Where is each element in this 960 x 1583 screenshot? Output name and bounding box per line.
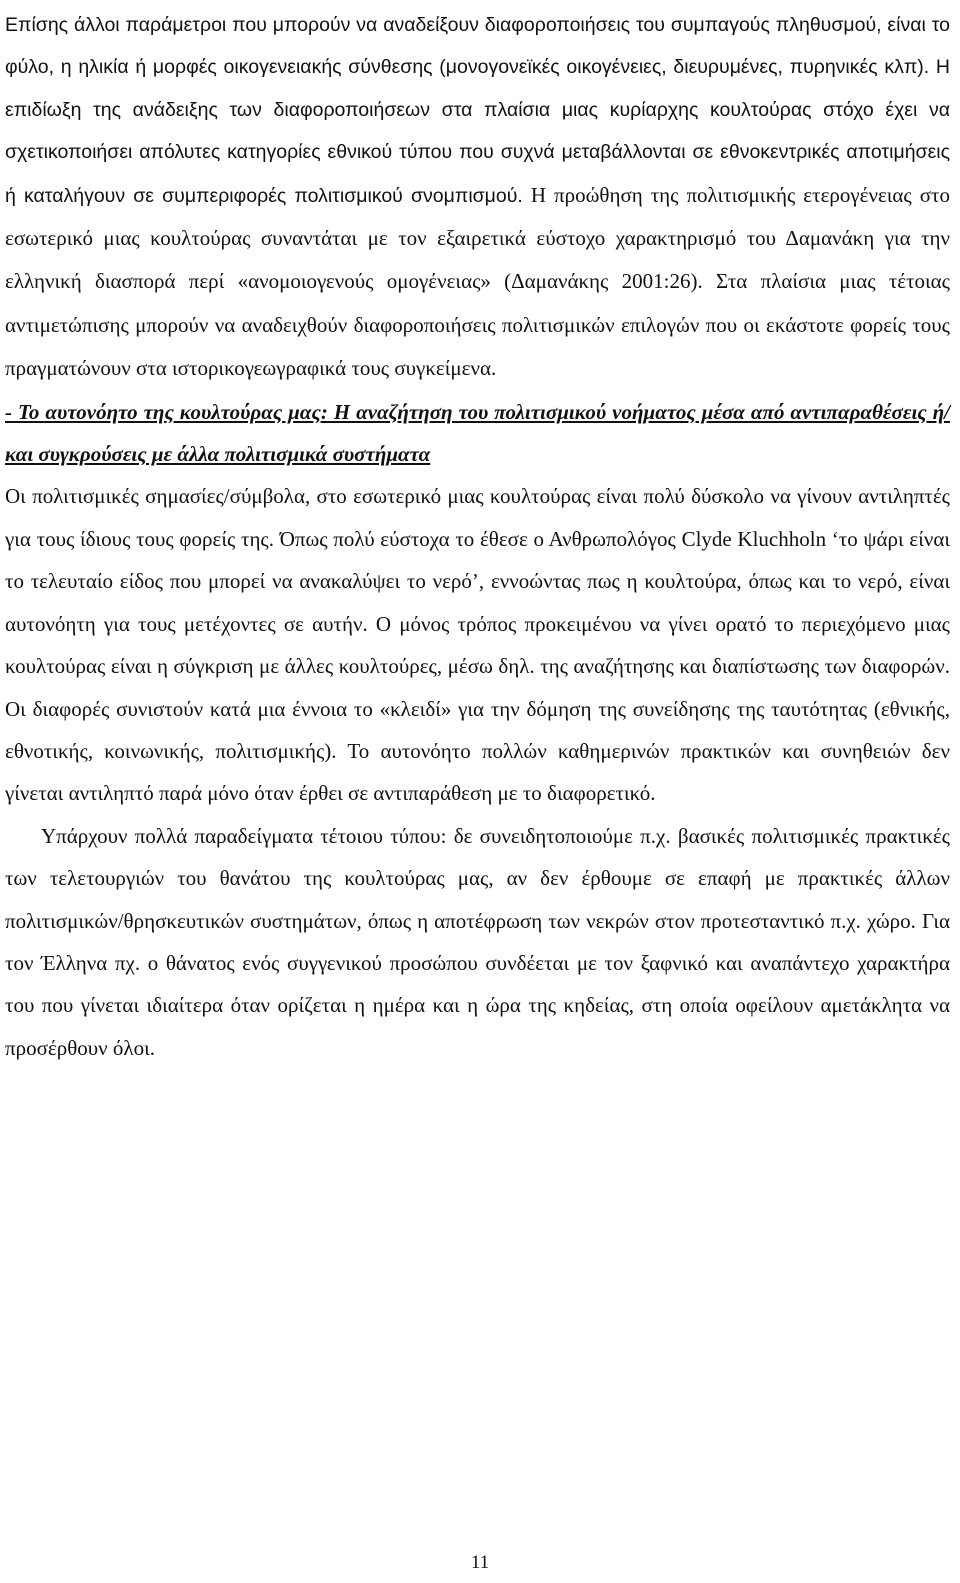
paragraph-examples: Υπάρχουν πολλά παραδείγματα τέτοιου τύπου: δε συνειδητοποιούμε π.χ. βασικές πολιτισμικές πρακτικές των τελετουργιών του θανάτου της κουλτούρας μας, αν δεν έρθουμε σε επαφή με πρακτικές άλλων πολιτισμικών/θρησκευτικών συστημάτων, όπως η αποτέφρωση των νεκρών στον προτεσταντικό π.χ. χώρο. Για τον Έλληνα πχ. ο θάνατος ενός συγγενικού προσώπου συνδέεται με τον ξαφνικό και αναπάντεχο χαρακτήρα του που γίνεται ιδιαίτερα όταν ορίζεται η ημέρα και η ώρα της κηδείας, στη οποία οφείλουν αμετάκλητα να προσέρθουν όλοι. (5, 823, 950, 1060)
paragraph-diversity-sans-text: Επίσης άλλοι παράμετροι που μπορούν να αναδείξουν διαφοροποιήσεις του συμπαγούς πληθυσμού, είναι το φύλο, η ηλικία ή μορφές οικογενειακής σύνθεσης (μονογονεϊκές οικογένειες, διευρυμένες, πυρηνικές κλπ). Η επιδίωξη της ανάδειξης των διαφοροποιήσεων στα πλαίσια μιας κυρίαρχης κουλτούρας στόχο έχει να σχετικοποιήσει απόλυτες κατηγορίες εθνικού τύπου που συχνά μεταβάλλονται σε εθνοκεντρικές αποτιμήσεις ή καταλήγουν σε συμπεριφορές πολιτισμικού σνομπισμού. (5, 14, 950, 207)
paragraph-diversity-serif-text: Η προώθηση της πολιτισμικής ετερογένειας στο εσωτερικό μιας κουλτούρας συναντάται με τον εξαιρετικά εύστοχο χαρακτηρισμό του Δαμανάκη για την ελληνική διασπορά περί «ανομοιογενούς ομογένειας» (Δαμανάκης 2001:26). Στα πλαίσια μιας τέτοιας αντιμετώπισης μπορούν να αναδειχθούν διαφοροποιήσεις πολιτισμικών επιλογών που οι εκάστοτε φορείς τους πραγματώνουν στα ιστορικογεωγραφικά τους συγκείμενα. (5, 182, 950, 381)
document-page (5, 4, 950, 1069)
paragraph-diversity (5, 4, 950, 391)
paragraph-cultural-meanings: Οι πολιτισμικές σημασίες/σύμβολα, στο εσωτερικό μιας κουλτούρας είναι πολύ δύσκολο να γίνουν αντιληπτές για τους ίδιους τους φορείς της. Όπως πολύ εύστοχα το έθεσε ο Ανθρωπολόγος Clyde Kluchholn ‘το ψάρι είναι το τελευταίο είδος που μπορεί να ανακαλύψει το νερό’, εννοώντας πως η κουλτούρα, όπως και το νερό, είναι αυτονόητη για τους μετέχοντες σε αυτήν. Ο μόνος τρόπος προκειμένου να γίνει ορατό το περιεχόμενο μιας κουλτούρας είναι η σύγκριση με άλλες κουλτούρες, μέσω δηλ. της αναζήτησης και διαπίστωσης των διαφορών. Οι διαφορές συνιστούν κατά μια έννοια το «κλειδί» για την δόμηση της συνείδησης της ταυτότητας (εθνικής, εθνοτικής, κοινωνικής, πολιτισμικής). Το αυτονόητο πολλών καθημερινών πρακτικών και συνηθειών δεν γίνεται αντιληπτό παρά μόνο όταν έρθει σε αντιπαράθεση με το διαφορετικό. (5, 484, 950, 806)
page-number: 11 (470, 1552, 490, 1573)
section-heading: - Το αυτονόητο της κουλτούρας μας: Η αναζήτηση του πολιτισμικού νοήματος μέσα από αντιπαραθέσεις ή/ και συγκρούσεις με άλλα πολιτισμικά συστήματα (5, 399, 950, 467)
